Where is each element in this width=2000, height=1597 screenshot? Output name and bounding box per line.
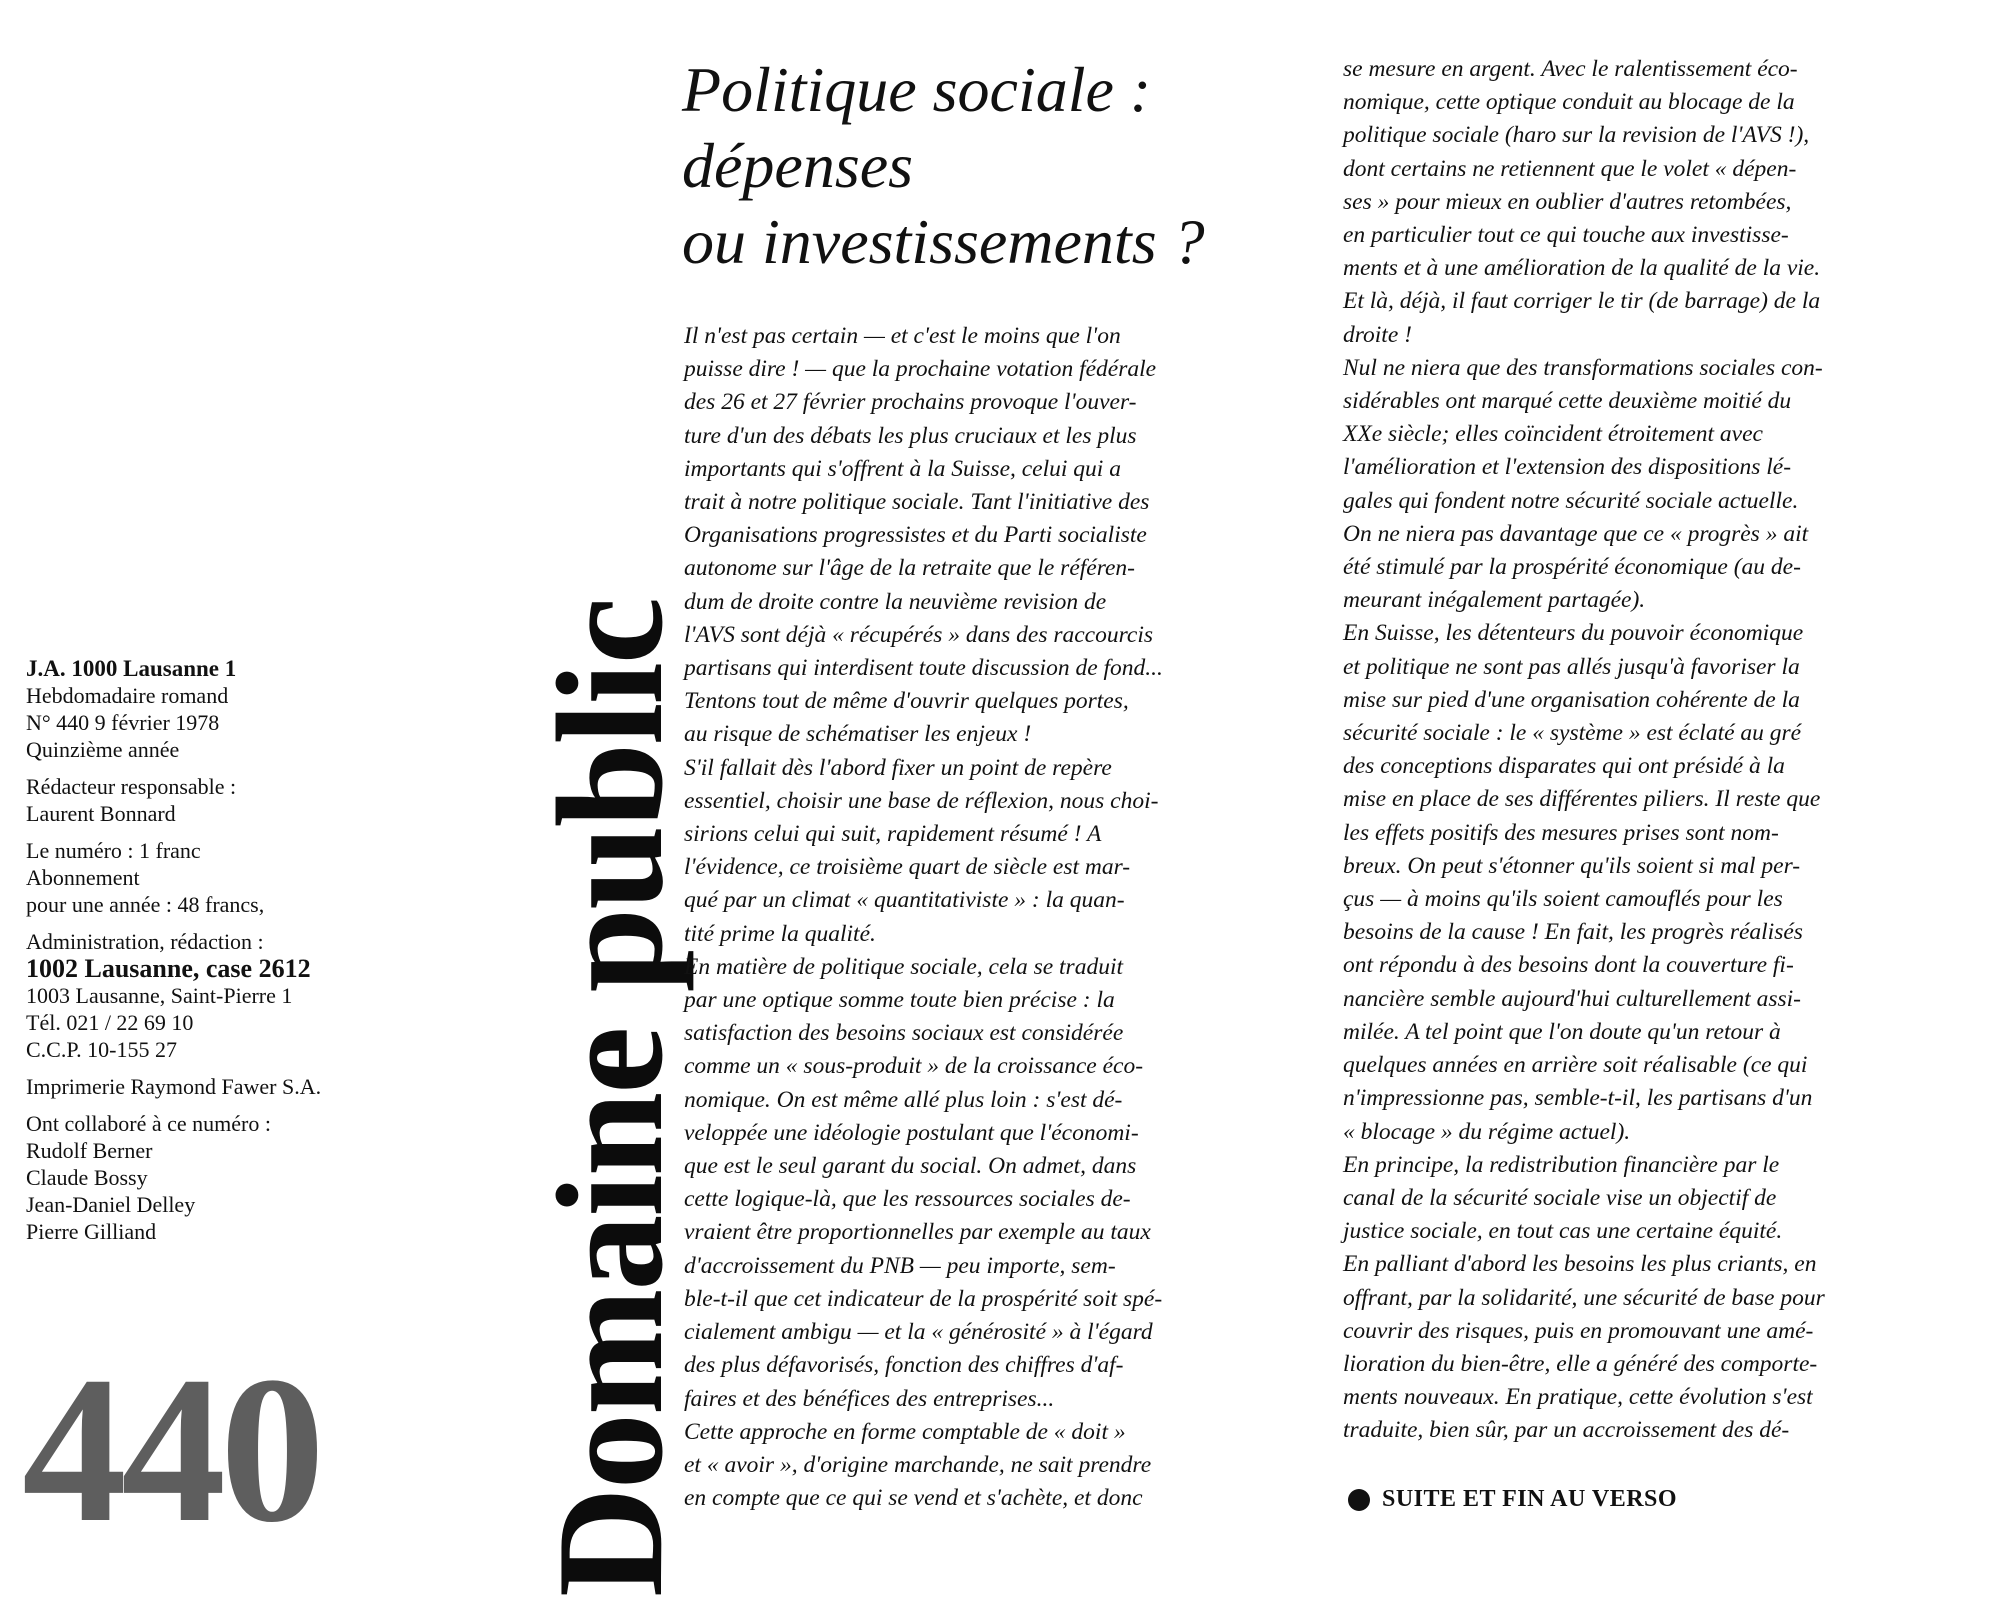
article-text-line: puisse dire ! — que la prochaine votation fédérale xyxy=(684,356,1157,383)
article-text-line: sécurité sociale : le « système » est éclaté au gré xyxy=(1343,720,1802,747)
street-address: 1003 Lausanne, Saint-Pierre 1 xyxy=(26,983,293,1008)
editor-label: Rédacteur responsable : xyxy=(26,774,237,799)
article-text-line: besoins de la cause ! En fait, les progrès réalisés xyxy=(1343,919,1803,946)
article-text-line: Cette approche en forme comptable de « doit » xyxy=(684,1418,1126,1445)
article-text-line: faires et des bénéfices des entreprises... xyxy=(684,1385,1055,1412)
article-text-line: d'accroissement du PNB — peu importe, sem- xyxy=(684,1252,1116,1279)
article-text-line: autonome sur l'âge de la retraite que le référen- xyxy=(684,555,1135,582)
article-text-line: En palliant d'abord les besoins les plus criants, en xyxy=(1343,1251,1817,1278)
article-text-line: par une optique somme toute bien précise : la xyxy=(684,987,1115,1014)
newspaper-title: Domaine public xyxy=(526,598,694,1597)
article-text-line: trait à notre politique sociale. Tant l'initiative des xyxy=(684,489,1150,516)
article-text-line: justice sociale, en tout cas une certaine équité. xyxy=(1343,1218,1783,1245)
contributors-label: Ont collaboré à ce numéro : xyxy=(26,1111,271,1136)
editor-name: Laurent Bonnard xyxy=(26,801,176,826)
article-text-line: des 26 et 27 février prochains provoque l'ouver- xyxy=(684,389,1137,416)
article-text-line: tité prime la qualité. xyxy=(684,920,876,947)
article-text-line: dont certains ne retiennent que le volet « dépen- xyxy=(1343,155,1797,182)
article-text-line: satisfaction des besoins sociaux est considérée xyxy=(684,1020,1124,1047)
article-text-line: cette logique-là, que les ressources sociales de- xyxy=(684,1186,1131,1213)
article-text-line: essentiel, choisir une base de réflexion, nous choi- xyxy=(684,787,1159,814)
article-text-line: ont répondu à des besoins dont la couverture fi- xyxy=(1343,952,1794,979)
issue-number: 440 xyxy=(22,1334,319,1566)
article-text-line: se mesure en argent. Avec le ralentissement éco- xyxy=(1343,56,1798,82)
subscription-label: Abonnement xyxy=(26,865,140,890)
article-text-line: qué par un climat « quantitativiste » : la quan- xyxy=(684,887,1125,914)
article-text-line: droite ! xyxy=(1343,321,1412,348)
article-text-line: gales qui fondent notre sécurité sociale actuelle. xyxy=(1343,487,1799,514)
article-text-line: milée. A tel point que l'on doute qu'un retour à xyxy=(1343,1018,1781,1045)
headline-line: dépenses xyxy=(682,130,914,201)
article-text-line: ble-t-il que cet indicateur de la prospérité soit spé- xyxy=(684,1285,1163,1312)
contributor: Pierre Gilliand xyxy=(26,1219,157,1244)
article-text-line: En Suisse, les détenteurs du pouvoir économique xyxy=(1343,620,1804,647)
postal-address: J.A. 1000 Lausanne 1 xyxy=(26,656,237,681)
article-text-line: « blocage » du régime actuel). xyxy=(1343,1118,1631,1145)
article-text-line: politique sociale (haro sur la revision de l'AVS !), xyxy=(1343,122,1810,149)
article-text-line: l'AVS sont déjà « récupérés » dans des raccourcis xyxy=(684,621,1153,648)
article-text-line: partisans qui interdisent toute discussion de fond... xyxy=(684,655,1163,682)
publication-type: Hebdomadaire romand xyxy=(26,683,229,708)
article-text-line: En matière de politique sociale, cela se traduit xyxy=(684,953,1124,980)
article-text-line: En principe, la redistribution financière par le xyxy=(1343,1151,1780,1178)
continuation-text: SUITE ET FIN AU VERSO xyxy=(1382,1486,1678,1512)
article-text-line: importants qui s'offrent à la Suisse, celui qui a xyxy=(684,455,1121,482)
article-column-2 xyxy=(1343,53,1963,1448)
masthead-info xyxy=(26,655,426,1255)
article-text-line: dum de droite contre la neuvième revision de xyxy=(684,588,1107,615)
article-text-line: quelques années en arrière soit réalisable (ce qui xyxy=(1343,1052,1808,1079)
article-text-line: meurant inégalement partagée). xyxy=(1343,587,1646,614)
contributor: Rudolf Berner xyxy=(26,1138,153,1163)
article-text-line: breux. On peut s'étonner qu'ils soient si mal per- xyxy=(1343,852,1801,879)
article-text-line: çus — à moins qu'ils soient camouflés pour les xyxy=(1343,886,1783,913)
article-text-line: Il n'est pas certain — et c'est le moins que l'on xyxy=(684,323,1121,349)
article-text-line: mise sur pied d'une organisation cohérente de la xyxy=(1343,686,1800,713)
article-text-line: S'il fallait dès l'abord fixer un point de repère xyxy=(684,754,1112,781)
article-text-line: mise en place de ses différentes piliers. Il reste que xyxy=(1343,786,1821,813)
postal-account: C.C.P. 10-155 27 xyxy=(26,1037,177,1062)
article-text-line: en compte que ce qui se vend et s'achète, et donc xyxy=(684,1485,1143,1512)
article-text-line: nomique. On est même allé plus loin : s'est dé- xyxy=(684,1086,1123,1113)
article-text-line: ses » pour mieux en oublier d'autres retombées, xyxy=(1343,188,1792,215)
article-text-line: couvrir des risques, puis en promouvant une amé- xyxy=(1343,1317,1814,1344)
contributor: Jean-Daniel Delley xyxy=(26,1192,196,1217)
article-text-line: et « avoir », d'origine marchande, ne sait prendre xyxy=(684,1451,1152,1478)
article-text-line: On ne niera pas davantage que ce « progrès » ait xyxy=(1343,520,1809,547)
year-label: Quinzième année xyxy=(26,737,180,762)
article-text-line: ments et à une amélioration de la qualité de la vie. xyxy=(1343,255,1821,282)
article-text-line: été stimulé par la prospérité économique (au de- xyxy=(1343,554,1801,581)
article-text-line: XXe siècle; elles coïncident étroitement avec xyxy=(1343,421,1763,448)
article-text-line: ments nouveaux. En pratique, cette évolution s'est xyxy=(1343,1384,1813,1411)
article-text-line: des plus défavorisés, fonction des chiffres d'af- xyxy=(684,1352,1124,1379)
article-text-line: et politique ne sont pas allés jusqu'à favoriser la xyxy=(1343,653,1800,680)
article-text-line: en particulier tout ce qui touche aux investisse- xyxy=(1343,222,1789,249)
article-text-line: canal de la sécurité sociale vise un objectif de xyxy=(1343,1184,1777,1211)
article-text-line: n'impressionne pas, semble-t-il, les partisans d'un xyxy=(1343,1085,1813,1112)
headline-line: Politique sociale : xyxy=(682,54,1152,125)
price-label: Le numéro : 1 franc xyxy=(26,838,201,863)
article-text-line: sirions celui qui suit, rapidement résumé ! A xyxy=(684,821,1102,848)
article-headline xyxy=(682,52,1322,280)
article-text-line: offrant, par la solidarité, une sécurité de base pour xyxy=(1343,1284,1825,1311)
subscription-price: pour une année : 48 francs, xyxy=(26,892,265,917)
article-text-line: Nul ne niera que des transformations sociales con- xyxy=(1343,354,1823,381)
admin-label: Administration, rédaction : xyxy=(26,929,264,954)
article-text-line: traduite, bien sûr, par un accroissement des dé- xyxy=(1343,1417,1790,1444)
contributor: Claude Bossy xyxy=(26,1165,148,1190)
article-text-line: que est le seul garant du social. On admet, dans xyxy=(684,1153,1137,1180)
article-text-line: nancière semble aujourd'hui culturellement assi- xyxy=(1343,985,1801,1012)
article-text-line: cialement ambigu — et la « générosité » à l'égard xyxy=(684,1319,1153,1346)
article-text-line: Organisations progressistes et du Parti socialiste xyxy=(684,522,1147,549)
printer: Imprimerie Raymond Fawer S.A. xyxy=(26,1074,322,1099)
issue-info: N° 440 9 février 1978 xyxy=(26,710,220,735)
phone: Tél. 021 / 22 69 10 xyxy=(26,1010,194,1035)
article-text-line: nomique, cette optique conduit au blocage de la xyxy=(1343,89,1795,116)
article-text-line: sidérables ont marqué cette deuxième moitié du xyxy=(1343,388,1792,415)
article-text-line: l'évidence, ce troisième quart de siècle est mar- xyxy=(684,854,1131,881)
article-text-line: Et là, déjà, il faut corriger le tir (de barrage) de la xyxy=(1343,288,1821,315)
admin-address: 1002 Lausanne, case 2612 xyxy=(26,954,311,983)
article-text-line: veloppée une idéologie postulant que l'économi- xyxy=(684,1119,1139,1146)
bullet-icon xyxy=(1348,1489,1370,1511)
article-text-line: les effets positifs des mesures prises sont nom- xyxy=(1343,819,1779,846)
article-column-1 xyxy=(684,320,1306,1515)
article-text-line: des conceptions disparates qui ont présidé à la xyxy=(1343,753,1785,780)
article-text-line: comme un « sous-produit » de la croissance éco- xyxy=(684,1053,1144,1080)
continuation-note xyxy=(1348,1486,1677,1513)
article-text-line: l'amélioration et l'extension des dispositions lé- xyxy=(1343,454,1792,481)
article-text-line: vraient être proportionnelles par exemple au taux xyxy=(684,1219,1151,1246)
article-text-line: lioration du bien-être, elle a généré des comporte- xyxy=(1343,1350,1818,1377)
article-text-line: au risque de schématiser les enjeux ! xyxy=(684,721,1032,748)
article-text-line: Tentons tout de même d'ouvrir quelques portes, xyxy=(684,688,1129,715)
headline-line: ou investissements ? xyxy=(682,206,1205,277)
article-text-line: ture d'un des débats les plus cruciaux et les plus xyxy=(684,422,1137,449)
